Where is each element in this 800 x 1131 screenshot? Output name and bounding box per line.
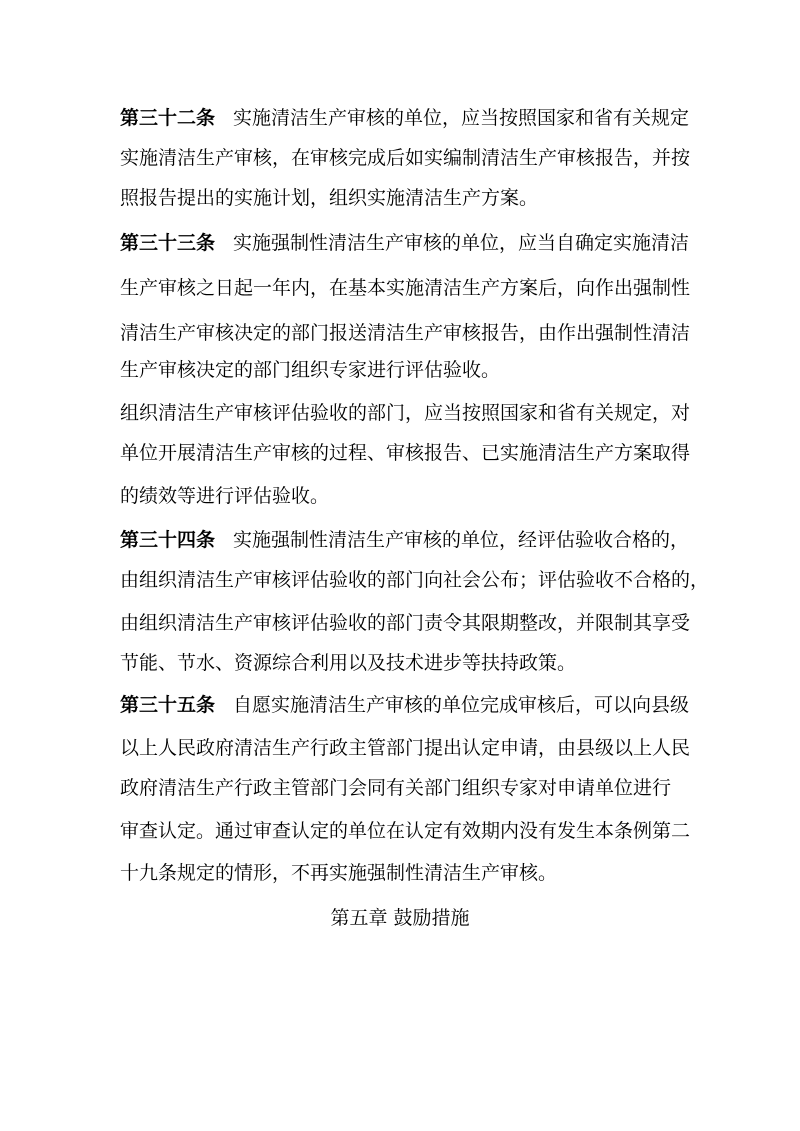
chapter-title: 第五章 鼓励措施	[330, 907, 470, 929]
article-33-line-1	[120, 230, 689, 256]
article-34-line-1	[120, 527, 689, 553]
article-35-text-2: 以上人民政府清洁生产行政主管部门提出认定申请，由县级以上人民	[120, 737, 691, 759]
paragraph-2-text-1: 组织清洁生产审核评估验收的部门，应当按照国家和省有关规定，对	[120, 402, 691, 424]
article-34-text-2: 由组织清洁生产审核评估验收的部门向社会公布；评估验收不合格的，	[120, 569, 710, 591]
article-35-text-1: 自愿实施清洁生产审核的单位完成审核后，可以向县级	[233, 694, 690, 716]
article-34-text-4: 节能、节水、资源综合利用以及技术进步等扶持政策。	[120, 652, 577, 674]
article-32-text-3: 照报告提出的实施计划，组织实施清洁生产方案。	[120, 187, 539, 209]
article-32-text-1: 实施清洁生产审核的单位，应当按照国家和省有关规定	[233, 107, 690, 129]
article-35-text-5: 十九条规定的情形，不再实施强制性清洁生产审核。	[120, 862, 558, 884]
article-32-line-1	[120, 105, 689, 131]
article-32-heading: 第三十二条	[120, 107, 216, 129]
article-35-text-4: 审查认定。通过审查认定的单位在认定有效期内没有发生本条例第二	[120, 820, 691, 842]
paragraph-2-text-3: 的绩效等进行评估验收。	[120, 485, 330, 507]
article-33-text-4: 生产审核决定的部门组织专家进行评估验收。	[120, 359, 501, 381]
article-33-text-3: 清洁生产审核决定的部门报送清洁生产审核报告，由作出强制性清洁	[120, 322, 691, 344]
article-34-heading: 第三十四条	[120, 529, 216, 551]
article-35-heading: 第三十五条	[120, 694, 216, 716]
article-34-text-3: 由组织清洁生产审核评估验收的部门责令其限期整改，并限制其享受	[120, 612, 691, 634]
article-34-text-1: 实施强制性清洁生产审核的单位，经评估验收合格的，	[233, 529, 690, 551]
article-33-text-1: 实施强制性清洁生产审核的单位，应当自确定实施清洁	[233, 232, 690, 254]
paragraph-2-text-2: 单位开展清洁生产审核的过程、审核报告、已实施清洁生产方案取得	[120, 442, 691, 464]
article-33-text-2: 生产审核之日起一年内，在基本实施清洁生产方案后，向作出强制性	[120, 277, 691, 299]
article-32-text-2: 实施清洁生产审核，在审核完成后如实编制清洁生产审核报告，并按	[120, 147, 691, 169]
article-33-heading: 第三十三条	[120, 232, 216, 254]
article-35-line-1	[120, 692, 689, 718]
article-35-text-3: 政府清洁生产行政主管部门会同有关部门组织专家对申请单位进行	[120, 777, 672, 799]
